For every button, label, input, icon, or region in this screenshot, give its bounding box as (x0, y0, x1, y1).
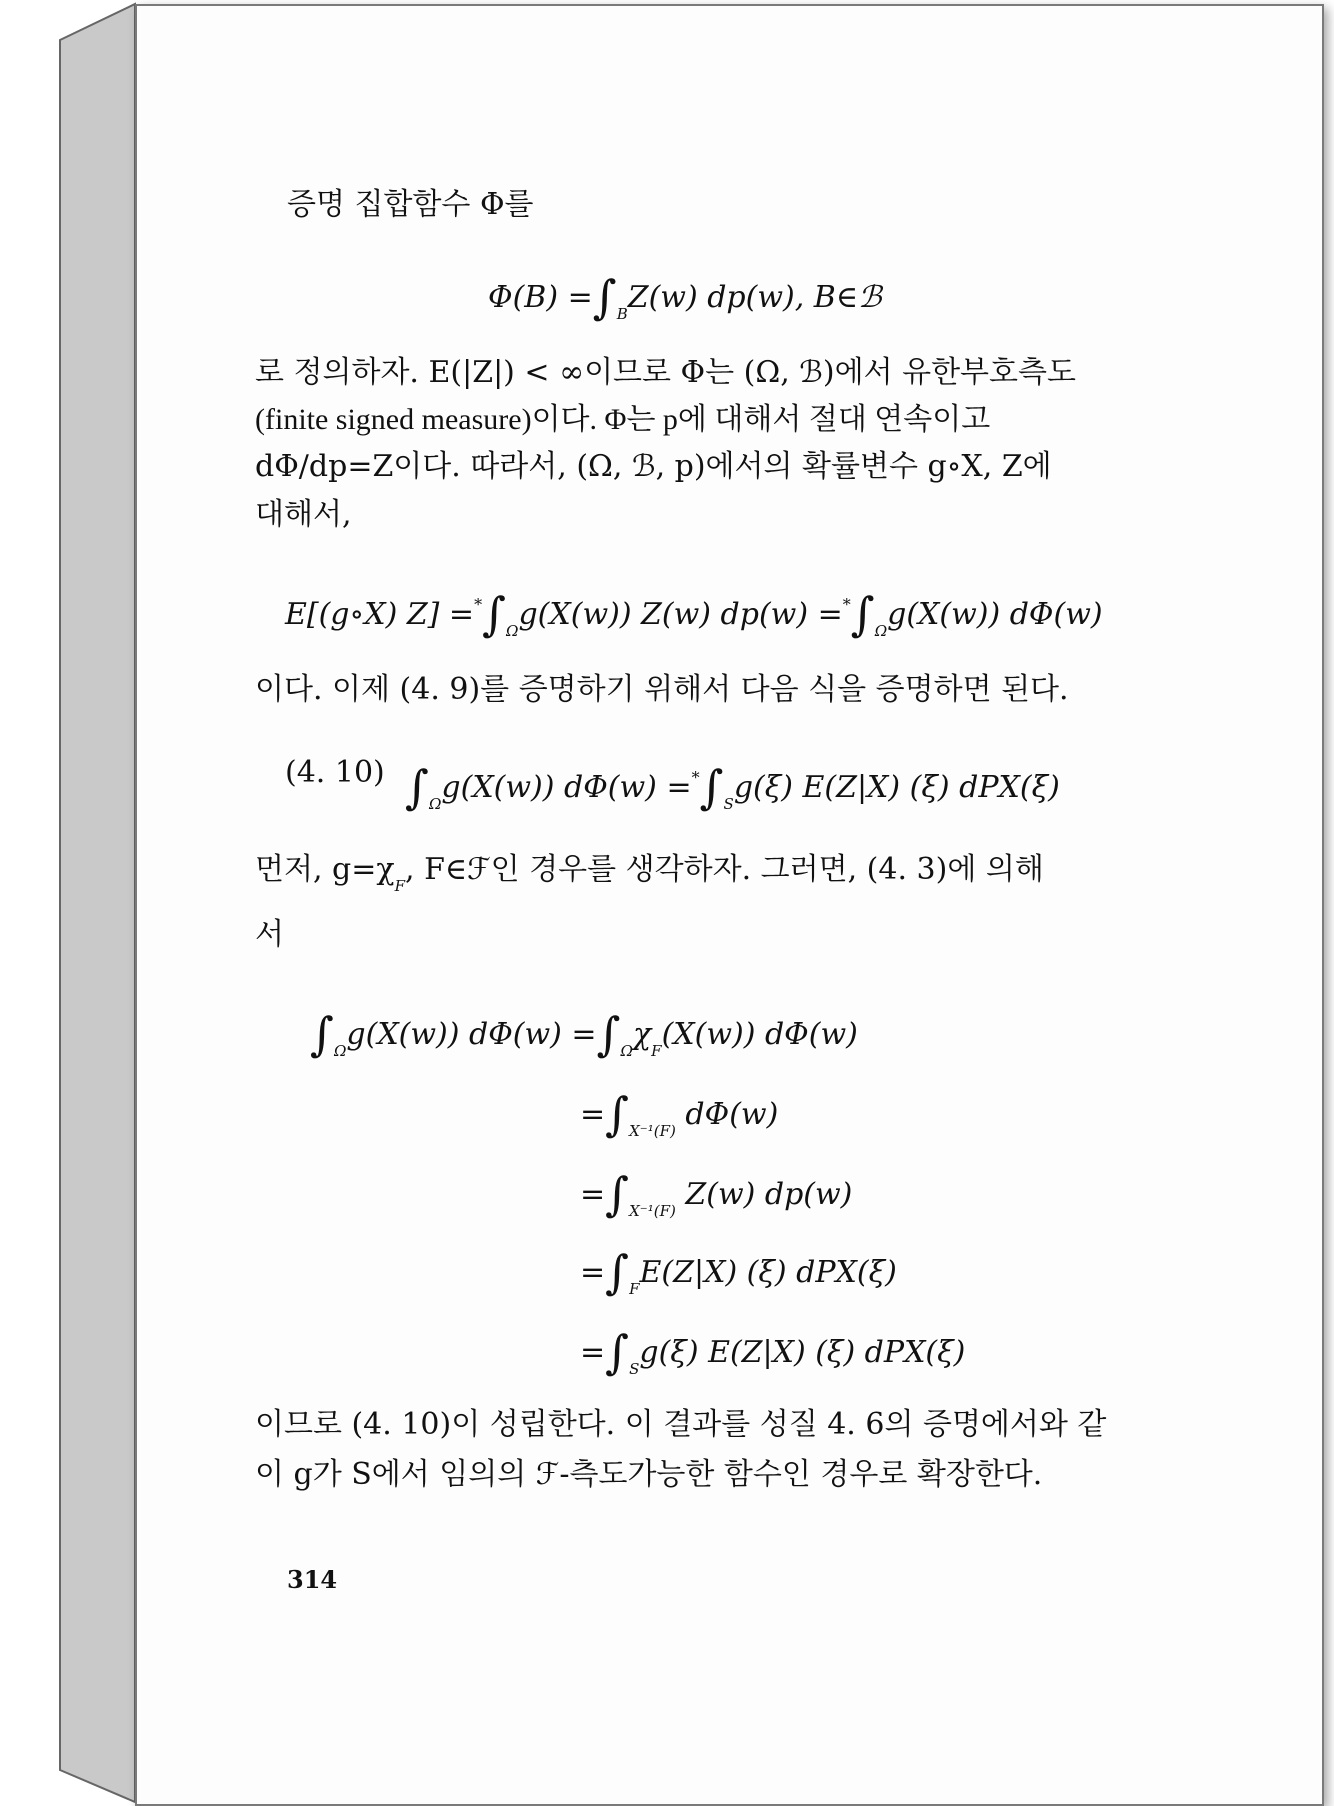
integral-symbol: ∫ (605, 1245, 630, 1299)
equation-4-10 (405, 758, 1060, 814)
star-mark: * (691, 768, 700, 787)
integral-symbol: ∫ (605, 1325, 630, 1379)
chain1-chi: χ (632, 1017, 652, 1052)
text-line-2: (finite signed measure)이다. Φ는 p에 대해서 절대 연속이고 (255, 403, 991, 436)
chain-eq-5 (580, 1323, 966, 1379)
text-line-3: dΦ/dp=Z이다. 따라서, (Ω, ℬ, p)에서의 확률변수 g∘X, Z에 (255, 449, 1052, 484)
sub-xinv: X⁻¹(F) (629, 1202, 676, 1220)
text-line-6: 먼저, $g=\chi_F$, F∈ℱ인 경우를 생각하자. 그러면, (4. 3)에 의해 (255, 852, 1044, 895)
eq-ex-rhs: g(X(w)) dΦ(w) (887, 597, 1103, 632)
sub-s: S (723, 795, 734, 813)
eq-star-2 (818, 597, 851, 632)
sub-f: F (394, 877, 405, 895)
eq-sign: = (580, 1177, 606, 1212)
star-mark: * (842, 595, 851, 614)
eq-sign: = (448, 597, 475, 632)
chain2: dΦ(w) (685, 1097, 779, 1132)
sub-f: F (651, 1042, 662, 1060)
text-line-4: 대해서, (255, 497, 352, 532)
star-mark: * (474, 595, 483, 614)
integral-symbol: ∫ (699, 760, 724, 814)
text-line-6b: F∈ℱ인 경우를 생각하자. 그러면, (4. 3)에 의해 (424, 852, 1044, 887)
sub-omega: Ω (506, 622, 519, 640)
text-line-1: 로 정의하자. E(|Z|) < ∞이므로 Φ는 (Ω, ℬ)에서 유한부호측도 (255, 355, 1076, 390)
eq-sign: = (580, 1255, 606, 1290)
sub-f: F (629, 1280, 640, 1298)
sub-omega: Ω (874, 622, 888, 640)
integral-symbol: ∫ (596, 1007, 621, 1061)
integral-symbol: ∫ (850, 587, 875, 641)
proof-heading: 증명 집합함수 Φ를 (287, 187, 534, 222)
text-line-8: 이므로 (4. 10)이 성립한다. 이 결과를 성질 4. 6의 증명에서와 같 (255, 1407, 1107, 1442)
sub-s: S (629, 1360, 640, 1378)
text-line-6a: 먼저, g=χ (255, 852, 395, 887)
equation-label-4-10: (4. 10) (285, 755, 385, 790)
eq-phi-lhs: Φ(B) = (488, 280, 593, 315)
eq-ex-lhs: E[(g∘X) Z] (285, 597, 440, 632)
integral-symbol: ∫ (592, 270, 617, 324)
integral-symbol: ∫ (482, 587, 507, 641)
chain1-rhs: (X(w)) dΦ(w) (661, 1017, 858, 1052)
eq-star-1 (449, 597, 482, 632)
chain-eq-3 (580, 1165, 853, 1221)
integral-symbol: ∫ (605, 1087, 630, 1141)
integral-symbol: ∫ (310, 1007, 334, 1061)
sub-omega: Ω (333, 1042, 347, 1060)
chain1-lhs: g(X(w)) dΦ(w) = (346, 1017, 597, 1052)
text-line-9: 이 g가 S에서 임의의 ℱ-측도가능한 함수인 경우로 확장한다. (255, 1457, 1043, 1492)
eq-sign: = (666, 770, 692, 805)
chain-eq-1 (310, 1005, 858, 1061)
page-number: 314 (287, 1565, 338, 1594)
chain5: g(ξ) E(Z|X) (ξ) dPX(ξ) (639, 1335, 966, 1370)
eq-phi-sub: B (616, 305, 628, 323)
eq-sign: = (817, 597, 843, 632)
sub-xinv: X⁻¹(F) (629, 1122, 676, 1140)
equation-expectation (285, 585, 1103, 641)
eq-star-3 (666, 770, 699, 805)
eq-sign: = (580, 1097, 606, 1132)
chain-eq-2 (580, 1085, 779, 1141)
sub-omega: Ω (428, 795, 442, 813)
chain4: E(Z|X) (ξ) dPX(ξ) (639, 1255, 897, 1290)
chain-eq-4 (580, 1243, 897, 1299)
eq-sign: = (580, 1335, 606, 1370)
text-line-5: 이다. 이제 (4. 9)를 증명하기 위해서 다음 식을 증명하면 된다. (255, 672, 1069, 707)
eq-ex-mid: g(X(w)) Z(w) dp(w) (518, 597, 809, 632)
eq-phi-rhs: Z(w) dp(w), B∈ℬ (627, 280, 882, 315)
chain3: Z(w) dp(w) (685, 1177, 853, 1212)
equation-phi-definition (488, 268, 882, 324)
sub-omega: Ω (620, 1042, 633, 1060)
eq-410-rhs: g(ξ) E(Z|X) (ξ) dPX(ξ) (733, 770, 1060, 805)
text-line-7: 서 (255, 917, 284, 952)
integral-symbol: ∫ (405, 760, 429, 814)
integral-symbol: ∫ (605, 1167, 630, 1221)
eq-410-lhs: g(X(w)) dΦ(w) (441, 770, 657, 805)
